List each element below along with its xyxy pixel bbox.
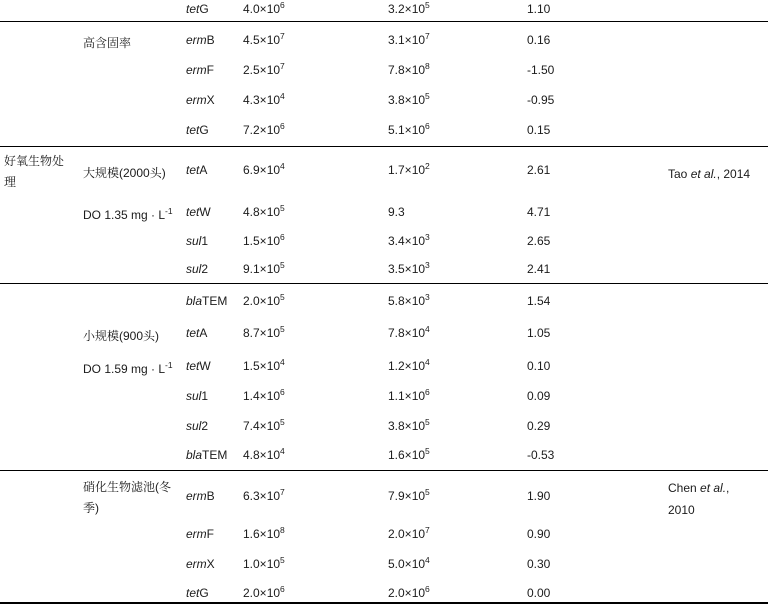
influent-value <box>243 586 285 601</box>
table-row <box>0 93 768 111</box>
effluent-value <box>388 234 430 249</box>
table-row <box>0 123 768 141</box>
gene-roman: A <box>199 163 208 177</box>
table-row <box>0 586 768 604</box>
value-exponent: 7 <box>280 61 285 71</box>
value-exponent: 6 <box>280 387 285 397</box>
value-mantissa: 4.5×10 <box>243 33 281 47</box>
log-removal-value: -1.50 <box>527 63 555 77</box>
value-mantissa: 9.1×10 <box>243 262 281 276</box>
value-exponent: 4 <box>280 357 285 367</box>
gene-name-cell <box>186 527 214 542</box>
effluent-value <box>388 557 430 572</box>
gene-italic: bla <box>186 294 203 308</box>
log-removal-value: 0.29 <box>527 419 551 433</box>
gene-italic: sul <box>186 389 202 403</box>
table-row <box>0 419 768 437</box>
gene-roman: W <box>199 359 211 373</box>
effluent-value <box>388 33 430 48</box>
value-mantissa: 1.4×10 <box>243 389 281 403</box>
gene-italic: erm <box>186 557 207 571</box>
gene-roman: 1 <box>201 389 209 403</box>
influent-value <box>243 234 285 249</box>
value-exponent: 5 <box>280 203 285 213</box>
gene-name-cell <box>186 294 227 309</box>
effluent-value <box>388 262 430 277</box>
value-mantissa: 4.0×10 <box>243 2 281 16</box>
process-scale-cell <box>83 359 183 380</box>
log-removal-value: 0.30 <box>527 557 551 571</box>
gene-italic: erm <box>186 33 207 47</box>
value-mantissa: 4.8×10 <box>243 205 281 219</box>
value-exponent: 4 <box>425 324 430 334</box>
influent-value <box>243 2 285 17</box>
value-exponent: 7 <box>425 525 430 535</box>
effluent-value <box>388 586 430 601</box>
reference-author: Chen <box>668 481 701 495</box>
log-removal-value: 0.09 <box>527 389 551 403</box>
value-mantissa: 1.7×10 <box>388 163 426 177</box>
value-exponent: 6 <box>425 121 430 131</box>
value-mantissa: 3.1×10 <box>388 33 426 47</box>
gene-roman: F <box>206 527 215 541</box>
value-exponent: 6 <box>280 232 285 242</box>
table-row <box>0 294 768 312</box>
value-exponent: 5 <box>425 417 430 427</box>
effluent-value <box>388 2 430 17</box>
log-removal-value: 0.90 <box>527 527 551 541</box>
influent-value <box>243 63 285 78</box>
value-exponent: 8 <box>425 61 430 71</box>
influent-value <box>243 205 285 220</box>
value-exponent: 5 <box>280 555 285 565</box>
value-mantissa: 2.0×10 <box>388 527 426 541</box>
log-removal-value: 4.71 <box>527 205 551 219</box>
value-mantissa: 7.9×10 <box>388 489 426 503</box>
do-label: DO 1.59 mg · L <box>83 362 166 376</box>
gene-roman: G <box>199 123 209 137</box>
gene-roman: G <box>199 2 209 16</box>
value-exponent: 6 <box>425 584 430 594</box>
value-mantissa: 3.8×10 <box>388 93 426 107</box>
value-mantissa: 7.2×10 <box>243 123 281 137</box>
reference-year: , 2014 <box>716 167 751 181</box>
value-mantissa: 8.7×10 <box>243 326 281 340</box>
gene-roman: B <box>206 489 215 503</box>
do-label: DO 1.35 mg · L <box>83 208 166 222</box>
gene-italic: erm <box>186 63 207 77</box>
process-scale-cell <box>83 205 183 226</box>
value-exponent: 5 <box>280 292 285 302</box>
value-exponent: 5 <box>280 324 285 334</box>
gene-italic: tet <box>186 123 200 137</box>
gene-italic: tet <box>186 326 200 340</box>
reference-etal: et al. <box>690 167 717 181</box>
table-rule <box>0 283 768 284</box>
table-row <box>0 557 768 575</box>
gene-italic: erm <box>186 489 207 503</box>
gene-roman: TEM <box>202 448 228 462</box>
value-exponent: 5 <box>425 0 430 10</box>
value-exponent: 4 <box>425 357 430 367</box>
reference-cell <box>668 477 766 521</box>
value-mantissa: 5.8×10 <box>388 294 426 308</box>
gene-italic: sul <box>186 419 202 433</box>
gene-name-cell <box>186 389 208 404</box>
reference-etal: et al. <box>700 481 727 495</box>
effluent-value <box>388 63 430 78</box>
log-removal-value: 1.90 <box>527 489 551 503</box>
effluent-value <box>388 294 430 309</box>
value-exponent: 5 <box>280 417 285 427</box>
value-mantissa: 2.0×10 <box>243 586 281 600</box>
value-mantissa: 2.5×10 <box>243 63 281 77</box>
value-mantissa: 1.2×10 <box>388 359 426 373</box>
process-scale-cell: 大规模(2000头) <box>83 166 166 180</box>
gene-roman: W <box>199 205 211 219</box>
table-row <box>0 480 768 517</box>
table-rule <box>0 146 768 147</box>
gene-name-cell <box>186 489 215 504</box>
gene-roman: 2 <box>201 419 209 433</box>
gene-roman: 1 <box>201 234 209 248</box>
reference-year: 2010 <box>668 503 695 517</box>
value-mantissa: 4.8×10 <box>243 448 281 462</box>
effluent-value <box>388 123 430 138</box>
effluent-value <box>388 163 430 178</box>
table-row <box>0 326 768 344</box>
value-mantissa: 2.0×10 <box>243 294 281 308</box>
log-removal-value: 2.61 <box>527 163 551 177</box>
table-row <box>0 448 768 466</box>
value-exponent: 5 <box>425 487 430 497</box>
value-mantissa: 4.3×10 <box>243 93 281 107</box>
value-mantissa: 9.3 <box>388 205 405 219</box>
influent-value <box>243 262 285 277</box>
effluent-value <box>388 205 405 220</box>
effluent-value <box>388 389 430 404</box>
log-removal-value: 2.41 <box>527 262 551 276</box>
do-exponent: -1 <box>165 206 173 216</box>
gene-roman: X <box>206 557 215 571</box>
gene-roman: F <box>206 63 215 77</box>
gene-name-cell <box>186 205 211 220</box>
gene-roman: X <box>206 93 215 107</box>
gene-italic: tet <box>186 205 200 219</box>
value-mantissa: 5.1×10 <box>388 123 426 137</box>
value-mantissa: 3.8×10 <box>388 419 426 433</box>
value-mantissa: 1.1×10 <box>388 389 426 403</box>
gene-name-cell <box>186 2 209 17</box>
table-row <box>0 2 768 20</box>
gene-name-cell <box>186 557 215 572</box>
value-exponent: 5 <box>425 91 430 101</box>
gene-italic: sul <box>186 234 202 248</box>
value-mantissa: 5.0×10 <box>388 557 426 571</box>
log-removal-value: 1.10 <box>527 2 551 16</box>
log-removal-value: 0.16 <box>527 33 551 47</box>
value-exponent: 4 <box>280 446 285 456</box>
value-exponent: 4 <box>280 161 285 171</box>
value-exponent: 3 <box>425 260 430 270</box>
reference-author: Tao <box>668 167 691 181</box>
gene-name-cell <box>186 448 227 463</box>
influent-value <box>243 93 285 108</box>
influent-value <box>243 448 285 463</box>
gene-roman: TEM <box>202 294 228 308</box>
process-scale-cell: 高含固率 <box>83 36 132 50</box>
process-scale-cell: 小规模(900头) <box>83 329 160 343</box>
gene-roman: 2 <box>201 262 209 276</box>
table-row <box>0 527 768 545</box>
effluent-value <box>388 527 430 542</box>
gene-name-cell <box>186 93 215 108</box>
influent-value <box>243 326 285 341</box>
value-mantissa: 3.5×10 <box>388 262 426 276</box>
gene-name-cell <box>186 419 208 434</box>
gene-italic: tet <box>186 359 200 373</box>
log-removal-value: -0.53 <box>527 448 555 462</box>
effluent-value <box>388 359 430 374</box>
value-exponent: 7 <box>280 487 285 497</box>
value-exponent: 2 <box>425 161 430 171</box>
value-exponent: 5 <box>280 260 285 270</box>
value-exponent: 5 <box>425 446 430 456</box>
gene-name-cell <box>186 63 214 78</box>
value-exponent: 6 <box>280 121 285 131</box>
influent-value <box>243 294 285 309</box>
value-exponent: 3 <box>425 232 430 242</box>
influent-value <box>243 557 285 572</box>
value-exponent: 6 <box>280 0 285 10</box>
value-mantissa: 7.8×10 <box>388 63 426 77</box>
effluent-value <box>388 93 430 108</box>
value-mantissa: 6.9×10 <box>243 163 281 177</box>
value-mantissa: 7.4×10 <box>243 419 281 433</box>
log-removal-value: 0.15 <box>527 123 551 137</box>
table-rule <box>0 470 768 471</box>
reference-cell <box>668 163 766 185</box>
table-row <box>0 262 768 280</box>
gene-italic: erm <box>186 527 207 541</box>
effluent-value <box>388 419 430 434</box>
log-removal-value: 1.05 <box>527 326 551 340</box>
do-exponent: -1 <box>165 360 173 370</box>
influent-value <box>243 123 285 138</box>
gene-italic: erm <box>186 93 207 107</box>
gene-roman: B <box>206 33 215 47</box>
influent-value <box>243 527 285 542</box>
gene-name-cell <box>186 163 207 178</box>
effluent-value <box>388 489 430 504</box>
gene-roman: A <box>199 326 208 340</box>
effluent-value <box>388 448 430 463</box>
gene-italic: tet <box>186 2 200 16</box>
value-mantissa: 1.6×10 <box>388 448 426 462</box>
gene-italic: sul <box>186 262 202 276</box>
log-removal-value: 0.10 <box>527 359 551 373</box>
influent-value <box>243 33 285 48</box>
value-exponent: 3 <box>425 292 430 302</box>
process-scale-cell: 硝化生物滤池(冬季) <box>83 480 171 515</box>
gene-italic: tet <box>186 163 200 177</box>
gene-name-cell <box>186 326 207 341</box>
value-exponent: 6 <box>280 584 285 594</box>
table-row <box>0 205 768 223</box>
value-exponent: 8 <box>280 525 285 535</box>
log-removal-value: 2.65 <box>527 234 551 248</box>
table-row <box>0 389 768 407</box>
table-row <box>0 234 768 252</box>
value-mantissa: 3.4×10 <box>388 234 426 248</box>
log-removal-value: -0.95 <box>527 93 555 107</box>
gene-name-cell <box>186 123 209 138</box>
gene-italic: bla <box>186 448 203 462</box>
gene-italic: tet <box>186 586 200 600</box>
gene-roman: G <box>199 586 209 600</box>
gene-name-cell <box>186 33 215 48</box>
log-removal-value: 0.00 <box>527 586 551 600</box>
value-mantissa: 7.8×10 <box>388 326 426 340</box>
value-exponent: 4 <box>280 91 285 101</box>
table-row <box>0 33 768 51</box>
value-mantissa: 3.2×10 <box>388 2 426 16</box>
influent-value <box>243 389 285 404</box>
gene-name-cell <box>186 359 211 374</box>
table-row <box>0 63 768 81</box>
value-mantissa: 1.0×10 <box>243 557 281 571</box>
value-mantissa: 6.3×10 <box>243 489 281 503</box>
treatment-cell: 好氧生物处理 <box>4 154 65 189</box>
value-exponent: 4 <box>425 555 430 565</box>
gene-name-cell <box>186 234 208 249</box>
influent-value <box>243 419 285 434</box>
value-mantissa: 1.5×10 <box>243 359 281 373</box>
log-removal-value: 1.54 <box>527 294 551 308</box>
value-exponent: 6 <box>425 387 430 397</box>
value-exponent: 7 <box>280 31 285 41</box>
value-mantissa: 1.6×10 <box>243 527 281 541</box>
value-exponent: 7 <box>425 31 430 41</box>
table-rule <box>0 21 768 22</box>
gene-name-cell <box>186 586 209 601</box>
table-row <box>0 359 768 377</box>
value-mantissa: 1.5×10 <box>243 234 281 248</box>
value-mantissa: 2.0×10 <box>388 586 426 600</box>
influent-value <box>243 489 285 504</box>
influent-value <box>243 163 285 178</box>
reference-comma: , <box>726 481 730 495</box>
table-row <box>0 154 768 189</box>
effluent-value <box>388 326 430 341</box>
influent-value <box>243 359 285 374</box>
gene-name-cell <box>186 262 208 277</box>
